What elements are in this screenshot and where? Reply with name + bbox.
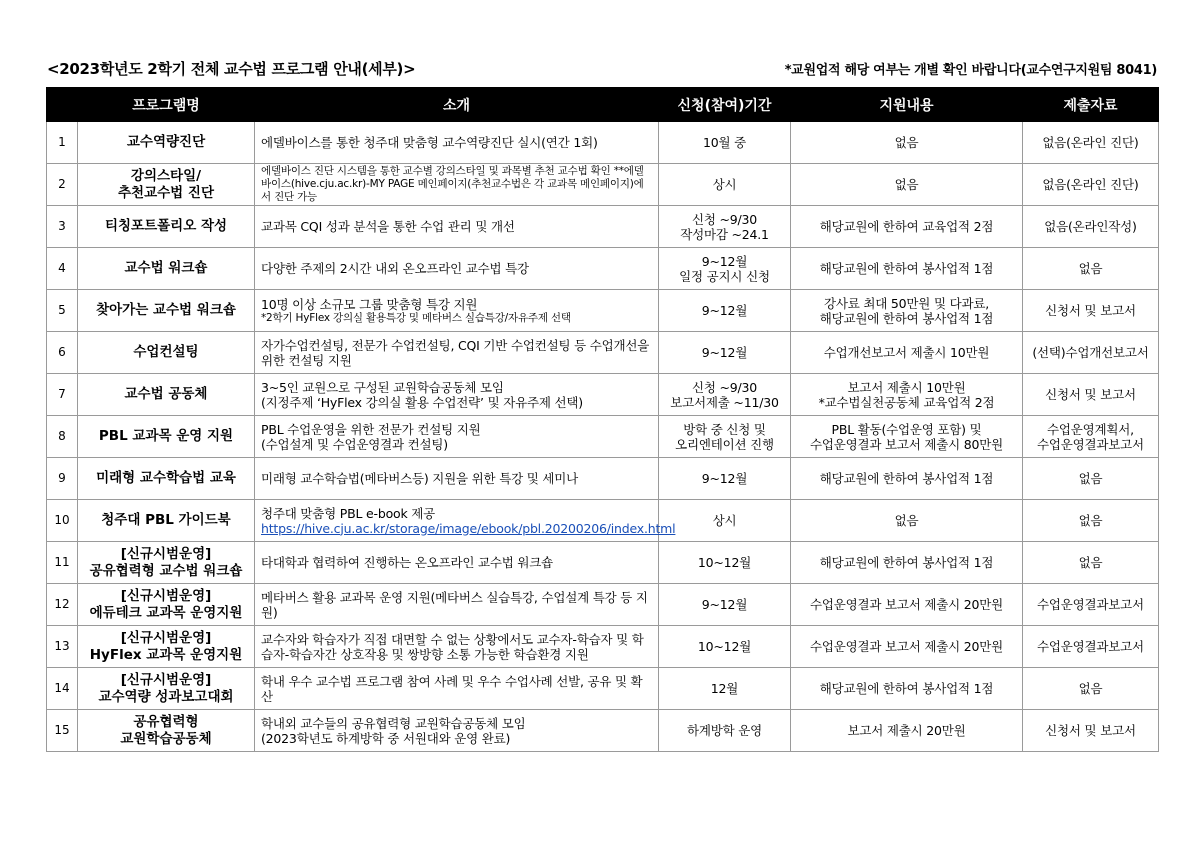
submission-materials-cell: 신청서 및 보고서 — [1023, 374, 1159, 416]
table-row — [47, 668, 1159, 710]
column-header-submission: 제출자료 — [1023, 88, 1159, 122]
application-period-cell: 9~12월 — [659, 290, 791, 332]
table-body — [47, 122, 1159, 752]
application-period-cell: 신청 ~9/30 보고서제출 ~11/30 — [659, 374, 791, 416]
program-intro-cell — [255, 542, 659, 584]
program-table — [46, 87, 1159, 752]
application-period-cell: 상시 — [659, 164, 791, 206]
application-period-cell: 10월 중 — [659, 122, 791, 164]
program-intro-cell — [255, 458, 659, 500]
table-row — [47, 290, 1159, 332]
submission-materials-cell: 신청서 및 보고서 — [1023, 290, 1159, 332]
intro-text: 자가수업컨설팅, 전문가 수업컨설팅, CQI 기반 수업컨설팅 등 수업개선을 위한 컨설팅 지원 — [261, 337, 650, 368]
table-row — [47, 584, 1159, 626]
program-name-cell: 찾아가는 교수법 워크숍 — [78, 290, 255, 332]
intro-text: 에델바이스를 통한 청주대 맞춤형 교수역량진단 실시(연간 1회) — [261, 135, 598, 150]
page-title: <2023학년도 2학기 전체 교수법 프로그램 안내(세부)> — [47, 60, 416, 78]
application-period-cell: 10~12월 — [659, 626, 791, 668]
application-period-cell: 10~12월 — [659, 542, 791, 584]
row-number-cell: 7 — [47, 374, 78, 416]
submission-materials-cell: 없음(온라인 진단) — [1023, 164, 1159, 206]
support-content-cell: 보고서 제출시 10만원 *교수법실천공동체 교육업적 2점 — [791, 374, 1023, 416]
submission-materials-cell: 없음(온라인작성) — [1023, 206, 1159, 248]
submission-materials-cell: 없음 — [1023, 248, 1159, 290]
ebook-link[interactable]: https://hive.cju.ac.kr/storage/image/ebook/pbl.20200206/index.html — [261, 520, 676, 536]
application-period-cell: 방학 중 신청 및 오리엔테이션 진행 — [659, 416, 791, 458]
row-number-cell: 1 — [47, 122, 78, 164]
support-content-cell: 없음 — [791, 122, 1023, 164]
intro-text: 교수자와 학습자가 직접 대면할 수 없는 상황에서도 교수자-학습자 및 학습자-학습자간 상호작용 및 쌍방향 소통 가능한 학습환경 지원 — [261, 631, 644, 662]
program-intro-cell — [255, 248, 659, 290]
program-name-cell: 수업컨설팅 — [78, 332, 255, 374]
intro-text: 학내외 교수들의 공유협력형 교원학습공동체 모임 — [261, 715, 526, 731]
program-intro-cell — [255, 668, 659, 710]
table-row — [47, 626, 1159, 668]
program-intro-cell — [255, 710, 659, 752]
support-content-cell: 수업운영결과 보고서 제출시 20만원 — [791, 626, 1023, 668]
row-number-cell: 12 — [47, 584, 78, 626]
table-row — [47, 122, 1159, 164]
application-period-cell: 9~12월 일정 공지시 신청 — [659, 248, 791, 290]
support-content-cell: 강사료 최대 50만원 및 다과료, 해당교원에 한하여 봉사업적 1점 — [791, 290, 1023, 332]
row-number-cell: 13 — [47, 626, 78, 668]
application-period-cell: 신청 ~9/30 작성마감 ~24.1 — [659, 206, 791, 248]
row-number-cell: 10 — [47, 500, 78, 542]
table-header-row — [47, 88, 1159, 122]
intro-text: 타대학과 협력하여 진행하는 온오프라인 교수법 워크숍 — [261, 555, 553, 570]
table-row — [47, 542, 1159, 584]
program-name-cell: 티칭포트폴리오 작성 — [78, 206, 255, 248]
submission-materials-cell: 없음 — [1023, 458, 1159, 500]
intro-text: 교과목 CQI 성과 분석을 통한 수업 관리 및 개선 — [261, 219, 515, 234]
submission-materials-cell: 없음(온라인 진단) — [1023, 122, 1159, 164]
program-name-cell: [신규시범운영] 공유협력형 교수법 워크숍 — [78, 542, 255, 584]
column-header-program: 프로그램명 — [78, 88, 255, 122]
intro-text: *2학기 HyFlex 강의실 활용특강 및 메타버스 실습특강/자유주제 선택 — [261, 311, 571, 324]
program-name-cell: 청주대 PBL 가이드북 — [78, 500, 255, 542]
support-content-cell: 수업개선보고서 제출시 10만원 — [791, 332, 1023, 374]
submission-materials-cell: 수업운영결과보고서 — [1023, 626, 1159, 668]
row-number-cell: 14 — [47, 668, 78, 710]
program-name-cell: [신규시범운영] 교수역량 성과보고대회 — [78, 668, 255, 710]
application-period-cell: 9~12월 — [659, 332, 791, 374]
table-row — [47, 710, 1159, 752]
column-header-number — [47, 88, 78, 122]
submission-materials-cell: 없음 — [1023, 668, 1159, 710]
column-header-intro: 소개 — [255, 88, 659, 122]
program-intro-cell — [255, 374, 659, 416]
support-content-cell: 해당교원에 한하여 봉사업적 1점 — [791, 458, 1023, 500]
submission-materials-cell: 수업운영결과보고서 — [1023, 584, 1159, 626]
submission-materials-cell: 수업운영계획서, 수업운영결과보고서 — [1023, 416, 1159, 458]
program-name-cell: [신규시범운영] HyFlex 교과목 운영지원 — [78, 626, 255, 668]
application-period-cell: 9~12월 — [659, 458, 791, 500]
program-name-cell: [신규시범운영] 에듀테크 교과목 운영지원 — [78, 584, 255, 626]
contact-note: *교원업적 해당 여부는 개별 확인 바랍니다(교수연구지원팀 8041) — [784, 63, 1157, 78]
program-intro-cell — [255, 584, 659, 626]
table-row — [47, 374, 1159, 416]
submission-materials-cell: 없음 — [1023, 542, 1159, 584]
table-row — [47, 500, 1159, 542]
application-period-cell: 상시 — [659, 500, 791, 542]
table-row — [47, 416, 1159, 458]
intro-text: 에델바이스 진단 시스템을 통한 교수별 강의스타일 및 과목별 추천 교수법 확인 **에델바이스(hive.cju.ac.kr)-MY PAGE 메인페이지(추천교수법은 각 교과목 메인페이지)에서 진단 가능 — [261, 165, 644, 203]
application-period-cell: 9~12월 — [659, 584, 791, 626]
program-name-cell: 공유협력형 교원학습공동체 — [78, 710, 255, 752]
intro-text: 메타버스 활용 교과목 운영 지원(메타버스 실습특강, 수업설계 특강 등 지원) — [261, 589, 648, 620]
support-content-cell: 해당교원에 한하여 봉사업적 1점 — [791, 668, 1023, 710]
program-name-cell: PBL 교과목 운영 지원 — [78, 416, 255, 458]
support-content-cell: 수업운영결과 보고서 제출시 20만원 — [791, 584, 1023, 626]
support-content-cell: 없음 — [791, 500, 1023, 542]
table-row — [47, 206, 1159, 248]
table-row — [47, 332, 1159, 374]
row-number-cell: 4 — [47, 248, 78, 290]
application-period-cell: 하계방학 운영 — [659, 710, 791, 752]
program-intro-cell — [255, 416, 659, 458]
program-intro-cell — [255, 500, 676, 542]
program-intro-cell — [255, 290, 659, 332]
intro-text: (수업설계 및 수업운영결과 컨설팅) — [261, 436, 448, 452]
intro-text: 미래형 교수학습법(메타버스등) 지원을 위한 특강 및 세미나 — [261, 471, 578, 486]
program-name-cell: 교수법 워크숍 — [78, 248, 255, 290]
intro-text: 10명 이상 소규모 그룹 맞춤형 특강 지원 — [261, 296, 478, 312]
support-content-cell: PBL 활동(수업운영 포함) 및 수업운영결과 보고서 제출시 80만원 — [791, 416, 1023, 458]
application-period-cell: 12월 — [659, 668, 791, 710]
table-row — [47, 248, 1159, 290]
intro-text: (지정주제 ‘HyFlex 강의실 활용 수업전략’ 및 자유주제 선택) — [261, 394, 583, 410]
program-intro-cell — [255, 164, 659, 206]
program-name-cell: 강의스타일/ 추천교수법 진단 — [78, 164, 255, 206]
program-name-cell: 교수역량진단 — [78, 122, 255, 164]
submission-materials-cell: (선택)수업개선보고서 — [1023, 332, 1159, 374]
column-header-support: 지원내용 — [791, 88, 1023, 122]
support-content-cell: 없음 — [791, 164, 1023, 206]
row-number-cell: 2 — [47, 164, 78, 206]
row-number-cell: 15 — [47, 710, 78, 752]
page-header — [47, 58, 1157, 82]
row-number-cell: 8 — [47, 416, 78, 458]
program-intro-cell — [255, 626, 659, 668]
column-header-period: 신청(참여)기간 — [659, 88, 791, 122]
support-content-cell: 해당교원에 한하여 교육업적 2점 — [791, 206, 1023, 248]
program-name-cell: 교수법 공동체 — [78, 374, 255, 416]
intro-text: 다양한 주제의 2시간 내외 온오프라인 교수법 특강 — [261, 261, 529, 276]
intro-text: PBL 수업운영을 위한 전문가 컨설팅 지원 — [261, 421, 481, 437]
submission-materials-cell: 신청서 및 보고서 — [1023, 710, 1159, 752]
row-number-cell: 9 — [47, 458, 78, 500]
intro-text: (2023학년도 하계방학 중 서원대와 운영 완료) — [261, 730, 511, 746]
program-intro-cell — [255, 206, 659, 248]
submission-materials-cell: 없음 — [1023, 500, 1159, 542]
intro-text: 3~5인 교원으로 구성된 교원학습공동체 모임 — [261, 379, 504, 395]
row-number-cell: 11 — [47, 542, 78, 584]
row-number-cell: 5 — [47, 290, 78, 332]
program-intro-cell — [255, 122, 659, 164]
row-number-cell: 6 — [47, 332, 78, 374]
program-name-cell: 미래형 교수학습법 교육 — [78, 458, 255, 500]
intro-text: 청주대 맞춤형 PBL e-book 제공 — [261, 505, 436, 521]
support-content-cell: 해당교원에 한하여 봉사업적 1점 — [791, 248, 1023, 290]
row-number-cell: 3 — [47, 206, 78, 248]
support-content-cell: 해당교원에 한하여 봉사업적 1점 — [791, 542, 1023, 584]
support-content-cell: 보고서 제출시 20만원 — [791, 710, 1023, 752]
table-row — [47, 458, 1159, 500]
intro-text: 학내 우수 교수법 프로그램 참여 사례 및 우수 수업사례 선발, 공유 및 확산 — [261, 673, 643, 704]
table-row — [47, 164, 1159, 206]
program-intro-cell — [255, 332, 659, 374]
